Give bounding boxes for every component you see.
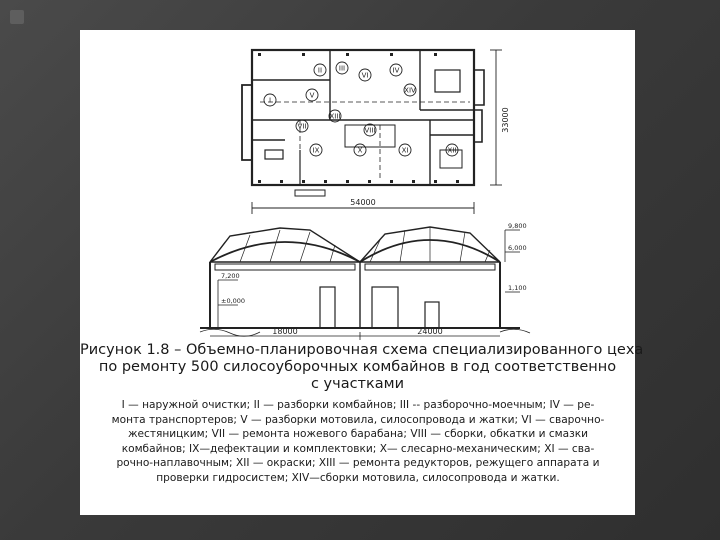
zone-label: X: [357, 146, 363, 155]
span-right-dimension: 24000: [417, 327, 443, 336]
legend-line: монта транспортеров; V — разборки мотовила, силосопровода и жатки; VI — сварочно-: [111, 413, 605, 426]
span-left-dimension: 18000: [272, 327, 298, 336]
level-small: 1,100: [508, 284, 527, 292]
plan-width-dimension: 54000: [350, 198, 376, 207]
figure-caption: [80, 342, 644, 393]
legend-line: рочно-наплавочным; XII — окраски; XIII — ремонта редукторов, режущего аппарата и: [116, 457, 600, 469]
zone-label: XIII: [329, 112, 341, 121]
document-page: [80, 30, 644, 515]
zone-label: IX: [312, 146, 320, 155]
zone-label: VI: [361, 71, 369, 80]
zone-label: II: [317, 66, 323, 75]
slide-corner-mark: [10, 10, 24, 24]
workshop-drawing: [80, 30, 635, 340]
legend-line: I — наружной очистки; II — разборки комбайнов; III -- разборочно-моечным; IV — ре-: [121, 399, 595, 411]
zone-label: I: [268, 96, 272, 105]
caption-line: по ремонту 500 силосоуборочных комбайнов в год соответственно: [98, 359, 617, 375]
level-top: 9,800: [508, 222, 527, 230]
level-floor: ±0,000: [221, 297, 246, 305]
level-mid: 6,000: [508, 244, 527, 252]
legend-line: жестяницким; VII — ремонта ножевого барабана; VIII — сборки, обкатки и смазки: [127, 428, 589, 440]
plan-height-dimension: 33000: [501, 107, 510, 133]
zone-label: VII: [297, 122, 307, 131]
figure-legend: [88, 398, 628, 485]
zone-label: VIII: [364, 126, 376, 135]
legend-line: проверки гидросистем; XIV—сборки мотовила, силосопровода и жатки.: [156, 471, 560, 484]
zone-label: IV: [392, 66, 400, 75]
caption-line: Рисунок 1.8 – Объемно-планировочная схема специализированного цеха: [80, 342, 644, 358]
zone-label: XII: [447, 146, 457, 155]
legend-line: комбайнов; IX—дефектации и комплектовки; X— слесарно-механическим; XI — сва-: [121, 442, 595, 455]
zone-label: V: [309, 91, 315, 100]
caption-line: с участками: [310, 376, 405, 392]
zone-label: XIV: [404, 86, 416, 95]
zone-label: III: [338, 64, 346, 73]
level-crane: 7,200: [221, 272, 240, 280]
zone-label: XI: [401, 146, 409, 155]
